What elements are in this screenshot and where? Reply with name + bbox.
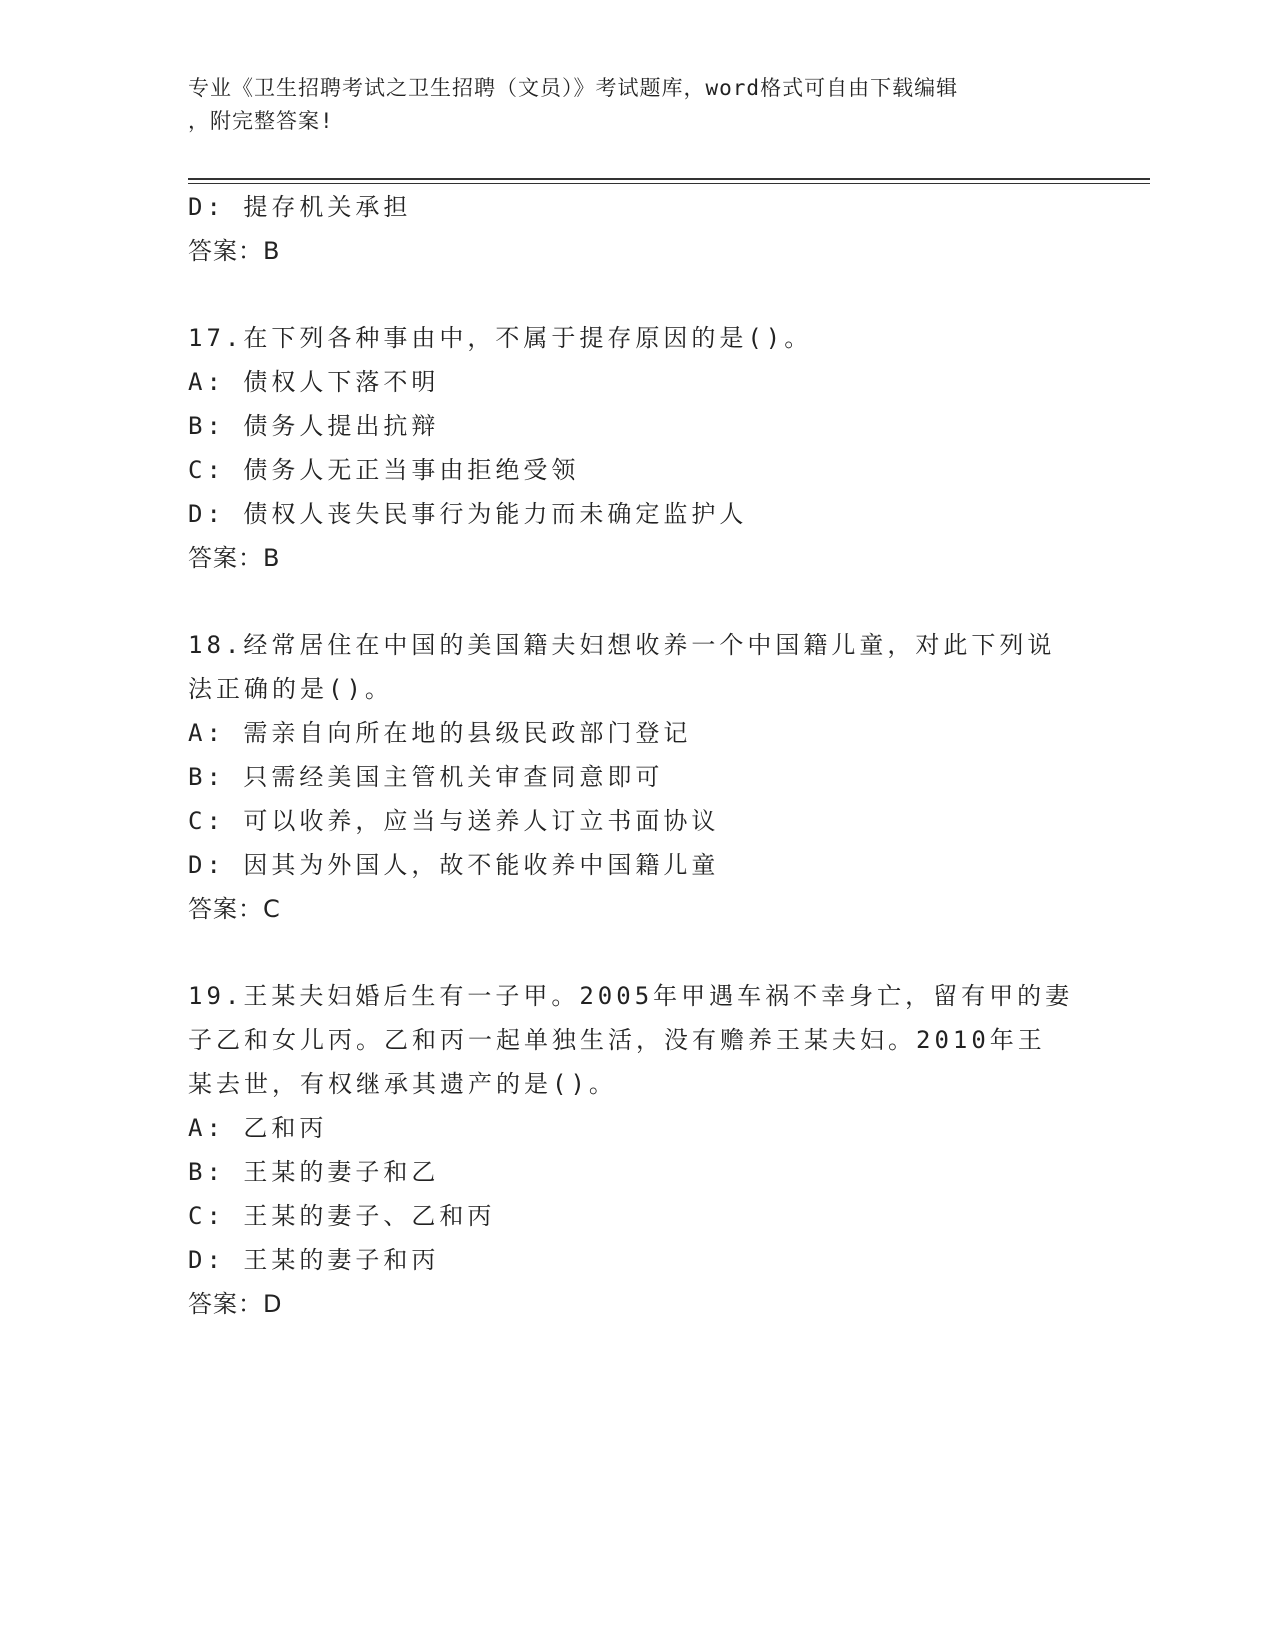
q19-stem-line-2: 子乙和女儿丙。乙和丙一起单独生活，没有赡养王某夫妇。2010年王 [188, 1026, 1046, 1054]
header-rule-thin [188, 183, 1150, 184]
q17-answer: 答案：B [188, 544, 281, 572]
q18-stem-line-2: 法正确的是()。 [188, 675, 393, 703]
q17-stem: 17.在下列各种事由中，不属于提存原因的是()。 [188, 324, 813, 352]
q17-option-d: D: 债权人丧失民事行为能力而未确定监护人 [188, 500, 748, 528]
q18-option-b: B: 只需经美国主管机关审查同意即可 [188, 763, 664, 791]
header-rule-thick [188, 178, 1150, 180]
q19-option-d: D: 王某的妻子和丙 [188, 1246, 440, 1274]
document-header [188, 72, 1088, 138]
header-line-2: ，附完整答案! [188, 109, 334, 133]
q17-option-b: B: 债务人提出抗辩 [188, 412, 440, 440]
q19-stem-line-3: 某去世，有权继承其遗产的是()。 [188, 1070, 617, 1098]
q17-option-c: C: 债务人无正当事由拒绝受领 [188, 456, 580, 484]
q18-option-a: A: 需亲自向所在地的县级民政部门登记 [188, 719, 692, 747]
prev-option-d: D: 提存机关承担 [188, 193, 412, 221]
prev-answer: 答案：B [188, 237, 281, 265]
q19-stem-line-1: 19.王某夫妇婚后生有一子甲。2005年甲遇车祸不幸身亡，留有甲的妻 [188, 982, 1074, 1010]
q17-option-a: A: 债权人下落不明 [188, 368, 440, 396]
header-line-1: 专业《卫生招聘考试之卫生招聘（文员）》考试题库，word格式可自由下载编辑 [188, 76, 959, 100]
q18-answer: 答案：C [188, 895, 281, 923]
q18-option-d: D: 因其为外国人，故不能收养中国籍儿童 [188, 851, 720, 879]
q18-stem-line-1: 18.经常居住在中国的美国籍夫妇想收养一个中国籍儿童，对此下列说 [188, 631, 1056, 659]
q19-option-b: B: 王某的妻子和乙 [188, 1158, 440, 1186]
q19-option-a: A: 乙和丙 [188, 1114, 328, 1142]
q19-option-c: C: 王某的妻子、乙和丙 [188, 1202, 496, 1230]
q19-answer: 答案：D [188, 1290, 283, 1318]
q18-option-c: C: 可以收养，应当与送养人订立书面协议 [188, 807, 720, 835]
